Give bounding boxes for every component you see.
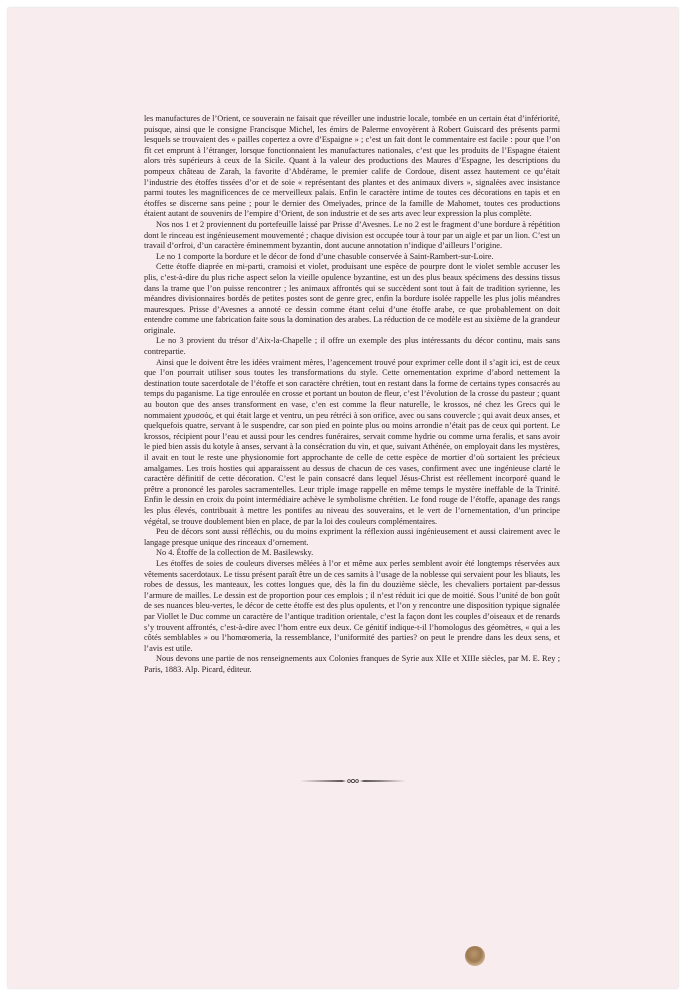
paragraph: Ainsi que le doivent être les idées vraiment mères, l’agencement trouvé pour exprimer celle dont il s’agit ici, est de ceux que l’on pourrait utiliser sous toutes les transformations du style. Cette ornementation exprime d’abord nettement la destination toute sacerdotale de l’étoffe et son caractère chrétien, tout en restant dans la forme de certains types consacrés au temps du paganisme. La tige enroulée en crosse et portant un bouton de fleur, c’est l’évolution de la crosse du pasteur ; quant au bouton que des anses transforment en vase, c’en est comme la fleur naturelle, le krossos, né chez les Grecs qui le nommaient χρυσσός, et qui était large et ventru, un peu rétréci à son orifice, avec ou sans couvercle ; qui avait deux anses, et quelquefois quatre, servant à le suspendre, car son pied en pointe plus ou moins arrondie n’était pas de ceux qui portent. Le krossos, récipient pour l’eau et aussi pour les cendres funéraires, servait comme hydrie ou comme urna feralis, et sans avoir le pied bien assis du kotyle à anses, servant à la consécration du vin, et que, suivant Athénée, on employait dans les mystères, il avait en tout le reste une physionomie fort approchante de celle de cette espèce de mortier d’où sortaient les précieux amalgames. Les trois hosties qui apparaissent au dessus de chacun de ces vases, confirment avec une ingénieuse clarté le caractère définitif de cette décoration. C’est le pain consacré dans lequel Jésus-Christ est réellement incorporé quand le prêtre a prononcé les paroles sacramentelles. Leur triple image rappelle en même temps le mystère ineffable de la Trinité. Enfin le dessin en croix du point intermédiaire achève le symbolisme chrétien. Le fond rouge de l’étoffe, apanage des rangs les plus élevés, contribuait à mettre les pontifes au niveau des souverains, et le vert de l’ornementation, d’un principe végétal, se trouve doublement bien en place, de par la loi des couleurs complémentaires. bbox=[144, 357, 560, 526]
paragraph: les manufactures de l’Orient, ce souverain ne faisait que réveiller une industrie locale, tombée en un certain état d’infériorité, puisque, ainsi que le consigne Francisque Michel, les émirs de Palerme envoyèrent à Robert Guiscard des présents parmi lesquels se trouvaient des « pailles copertez a ovre d’Espaigne » ; c’est un fait dont le commentaire est facile : pour que l’on fît cet emprunt à l’étranger, lorsque fonctionnaient les manufactures nationales, c’est que les produits de l’Espagne étaient alors très supérieurs à ceux de la Sicile. Quant à la valeur des productions des Maures d’Espagne, les descriptions du pompeux château de Zarah, la favorite d’Abdérame, le premier calife de Cordoue, disent assez hautement ce qu’était l’industrie des étoffes tissées d’or et de soie « représentant des plantes et des animaux divers », signalées avec insistance parmi toutes les magnificences de ce merveilleux palais. Enfin le caractère intime de toutes ces décorations en tapis et en étoffes se discerne sans peine ; pour le dernier des Omeïyades, prince de la famille de Mahomet, toutes ces productions étaient autant de souvenirs de l’empire d’Orient, de son industrie et de ses arts avec leur expression la plus complète. bbox=[144, 114, 560, 219]
paragraph: Le no 3 provient du trésor d’Aix-la-Chapelle ; il offre un exemple des plus intéressants du décor continu, mais sans contrepartie. bbox=[144, 336, 560, 357]
paragraph: Cette étoffe diaprée en mi-parti, cramoisi et violet, produisant une espèce de pourpre dont le violet semble accuser les plis, c’est-à-dire du plus riche aspect selon la vieille opulence byzantine, est un des plus beaux spécimens des dessins tissus dans la trame que l’on puisse rencontrer ; les animaux affrontés qui se succèdent sont tout à fait de tradition syrienne, les méandres divisionnaires bordés de petites postes sont de genre grec, enfin la bordure isolée rappelle les plus jolis méandres mauresques. Prisse d’Avesnes a annoté ce dessin comme étant celui d’une étoffe arabe, ce que probablement on doit entendre comme une fabrication faite sous la domination des arabes. La réduction de ce modèle est au sixième de la grandeur originale. bbox=[144, 262, 560, 335]
paragraph: Nous devons une partie de nos renseignements aux Colonies franques de Syrie aux XIIe et XIIIe siècles, par M. E. Rey ; Paris, 1883. Alp. Picard, éditeur. bbox=[144, 654, 560, 674]
paragraph: Peu de décors sont aussi réfléchis, ou du moins expriment la réflexion aussi ingénieusement et aussi clairement avec le langage presque unique des rinceaux d’ornement. bbox=[144, 527, 560, 547]
end-ornament bbox=[298, 778, 408, 784]
paragraph: No 4. Étoffe de la collection de M. Basilewsky. bbox=[156, 548, 314, 558]
paragraph: Le no 1 comporte la bordure et le décor de fond d’une chasuble conservée à Saint-Rambert-sur-Loire. bbox=[156, 251, 494, 261]
paragraph: Nos nos 1 et 2 proviennent du portefeuille laissé par Prisse d’Avesnes. Le no 2 est le fragment d’une bordure à répétition dont le rinceau est ingénieusement mouvementé ; chaque division est occupée tour à tour par un aigle et par un lion. C’est un travail d’orfroi, d’un caractère éminemment byzantin, dont aucune annotation n’indique d’ailleurs l’origine. bbox=[144, 219, 560, 251]
paper-stain bbox=[465, 946, 485, 966]
paragraph: Les étoffes de soies de couleurs diverses mêlées à l’or et même aux perles semblent avoir été longtemps réservées aux vêtements sacerdotaux. Le tissu présent paraît être un de ces samits à l’usage de la noblesse qui servaient pour les bliauts, les robes de dessus, les manteaux, les cottes longues que, dès la fin du douzième siècle, les chevaliers portaient par-dessus l’armure de mailles. Le dessin est de proportion pour ces emplois ; il n’est réduit ici que de moitié. Sous l’unité de bon goût de ses nuances bleu-vertes, le décor de cette étoffe est des plus opulents, et l’on y rencontre une disposition typique signalée par Viollet le Duc comme un caractère de l’antique tradition orientale, c’est la façon dont les couples d’oiseaux et de renards s’y trouvent affrontés, c’est-à-dire avec l’hom entre eux deux. Ce génitif indique-t-il l’homologus des géomètres, « qui a les côtés semblables » ou l’homœomeria, la ressemblance, l’uniformité des parties? on peut le prendre dans les deux sens, et l’avis est utile. bbox=[144, 558, 560, 653]
body-text bbox=[144, 114, 560, 675]
page-sheet bbox=[8, 8, 678, 988]
